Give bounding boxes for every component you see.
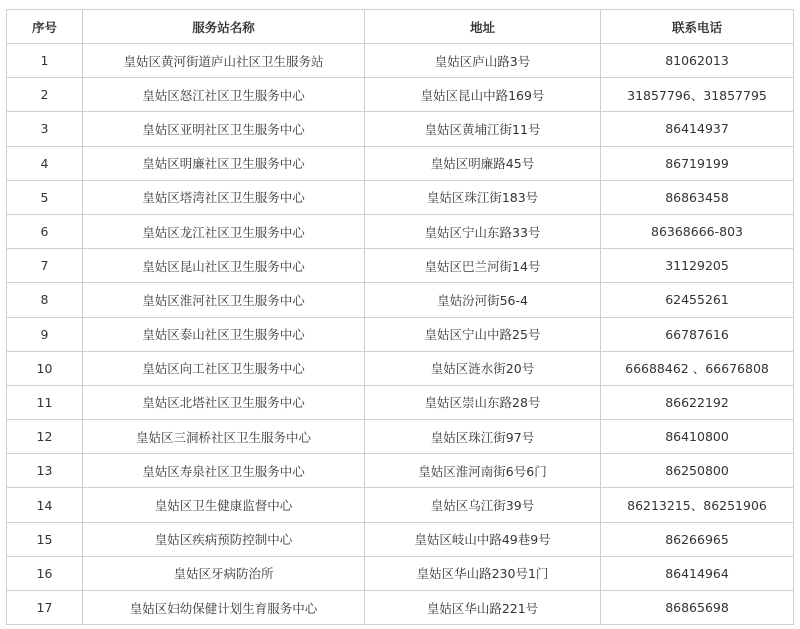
cell-index: 5	[7, 180, 83, 214]
cell-phone: 81062013	[601, 44, 794, 78]
cell-phone: 66688462 、66676808	[601, 351, 794, 385]
cell-address: 皇姑汾河街56-4	[365, 283, 601, 317]
table-body	[7, 44, 794, 625]
cell-address: 皇姑区华山路221号	[365, 591, 601, 625]
cell-phone: 86863458	[601, 180, 794, 214]
cell-station-name: 皇姑区牙病防治所	[83, 556, 365, 590]
cell-station-name: 皇姑区泰山社区卫生服务中心	[83, 317, 365, 351]
cell-address: 皇姑区乌江街39号	[365, 488, 601, 522]
cell-address: 皇姑区宁山中路25号	[365, 317, 601, 351]
cell-address: 皇姑区明廉路45号	[365, 146, 601, 180]
table-row	[7, 488, 794, 522]
table-row	[7, 454, 794, 488]
cell-index: 1	[7, 44, 83, 78]
header-index: 序号	[7, 10, 83, 44]
cell-station-name: 皇姑区三洞桥社区卫生服务中心	[83, 420, 365, 454]
cell-phone: 86865698	[601, 591, 794, 625]
cell-station-name: 皇姑区妇幼保健计划生育服务中心	[83, 591, 365, 625]
cell-index: 15	[7, 522, 83, 556]
cell-index: 11	[7, 385, 83, 419]
cell-phone: 86410800	[601, 420, 794, 454]
table-row	[7, 556, 794, 590]
cell-station-name: 皇姑区亚明社区卫生服务中心	[83, 112, 365, 146]
cell-phone: 62455261	[601, 283, 794, 317]
cell-address: 皇姑区珠江街183号	[365, 180, 601, 214]
cell-station-name: 皇姑区明廉社区卫生服务中心	[83, 146, 365, 180]
cell-station-name: 皇姑区怒江社区卫生服务中心	[83, 78, 365, 112]
cell-phone: 86213215、86251906	[601, 488, 794, 522]
cell-address: 皇姑区华山路230号1门	[365, 556, 601, 590]
table-header	[7, 10, 794, 44]
cell-phone: 31857796、31857795	[601, 78, 794, 112]
table-row	[7, 385, 794, 419]
cell-station-name: 皇姑区卫生健康监督中心	[83, 488, 365, 522]
cell-station-name: 皇姑区塔湾社区卫生服务中心	[83, 180, 365, 214]
cell-index: 13	[7, 454, 83, 488]
table-row	[7, 317, 794, 351]
cell-station-name: 皇姑区寿泉社区卫生服务中心	[83, 454, 365, 488]
cell-index: 7	[7, 249, 83, 283]
table-row	[7, 146, 794, 180]
header-address: 地址	[365, 10, 601, 44]
table-row	[7, 112, 794, 146]
cell-index: 3	[7, 112, 83, 146]
cell-address: 皇姑区涟水街20号	[365, 351, 601, 385]
cell-address: 皇姑区巴兰河街14号	[365, 249, 601, 283]
table-row	[7, 214, 794, 248]
cell-phone: 86622192	[601, 385, 794, 419]
header-row	[7, 10, 794, 44]
table-row	[7, 283, 794, 317]
cell-address: 皇姑区珠江街97号	[365, 420, 601, 454]
header-station-name: 服务站名称	[83, 10, 365, 44]
table-row	[7, 522, 794, 556]
cell-index: 12	[7, 420, 83, 454]
cell-index: 17	[7, 591, 83, 625]
cell-address: 皇姑区昆山中路169号	[365, 78, 601, 112]
cell-station-name: 皇姑区向工社区卫生服务中心	[83, 351, 365, 385]
cell-phone: 86414937	[601, 112, 794, 146]
cell-index: 10	[7, 351, 83, 385]
cell-index: 4	[7, 146, 83, 180]
cell-station-name: 皇姑区龙江社区卫生服务中心	[83, 214, 365, 248]
cell-station-name: 皇姑区淮河社区卫生服务中心	[83, 283, 365, 317]
cell-address: 皇姑区黄埔江街11号	[365, 112, 601, 146]
cell-index: 6	[7, 214, 83, 248]
cell-phone: 86266965	[601, 522, 794, 556]
table-row	[7, 44, 794, 78]
table-row	[7, 78, 794, 112]
cell-phone: 66787616	[601, 317, 794, 351]
cell-address: 皇姑区岐山中路49巷9号	[365, 522, 601, 556]
cell-address: 皇姑区宁山东路33号	[365, 214, 601, 248]
cell-address: 皇姑区庐山路3号	[365, 44, 601, 78]
cell-index: 9	[7, 317, 83, 351]
table-row	[7, 249, 794, 283]
cell-index: 2	[7, 78, 83, 112]
cell-phone: 86368666-803	[601, 214, 794, 248]
cell-address: 皇姑区淮河南街6号6门	[365, 454, 601, 488]
table-row	[7, 420, 794, 454]
cell-phone: 86719199	[601, 146, 794, 180]
cell-station-name: 皇姑区昆山社区卫生服务中心	[83, 249, 365, 283]
cell-address: 皇姑区崇山东路28号	[365, 385, 601, 419]
header-phone: 联系电话	[601, 10, 794, 44]
cell-phone: 86414964	[601, 556, 794, 590]
cell-station-name: 皇姑区疾病预防控制中心	[83, 522, 365, 556]
table-row	[7, 180, 794, 214]
table-row	[7, 351, 794, 385]
cell-index: 8	[7, 283, 83, 317]
cell-phone: 31129205	[601, 249, 794, 283]
cell-index: 14	[7, 488, 83, 522]
service-station-table	[6, 9, 794, 625]
table-row	[7, 591, 794, 625]
cell-phone: 86250800	[601, 454, 794, 488]
cell-index: 16	[7, 556, 83, 590]
cell-station-name: 皇姑区北塔社区卫生服务中心	[83, 385, 365, 419]
cell-station-name: 皇姑区黄河街道庐山社区卫生服务站	[83, 44, 365, 78]
